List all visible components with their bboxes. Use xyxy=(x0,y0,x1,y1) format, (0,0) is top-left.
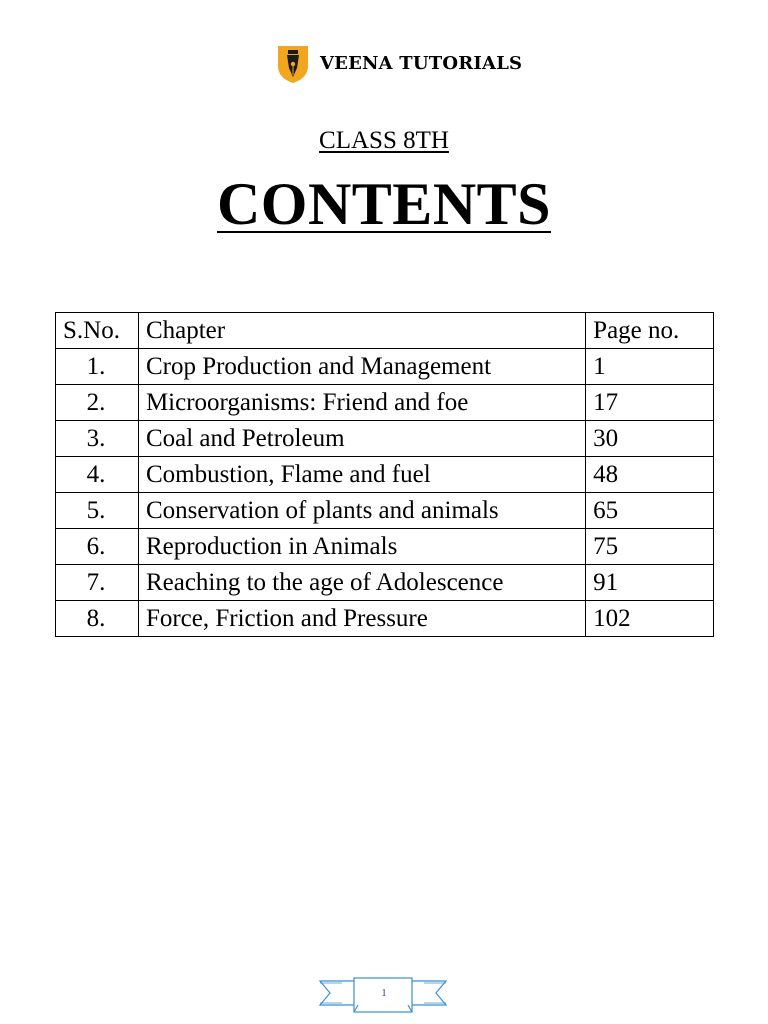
row-sno: 6. xyxy=(56,529,139,565)
row-chapter: Reproduction in Animals xyxy=(138,529,585,565)
row-sno: 2. xyxy=(56,385,139,421)
column-header-sno: S.No. xyxy=(56,313,139,349)
row-page: 91 xyxy=(586,565,714,601)
table-header-row xyxy=(56,313,714,349)
table-row xyxy=(56,457,714,493)
table-row xyxy=(56,529,714,565)
contents-table xyxy=(55,312,714,637)
page-number: 1 xyxy=(381,987,387,999)
row-chapter: Conservation of plants and animals xyxy=(138,493,585,529)
row-sno: 1. xyxy=(56,349,139,385)
table-row xyxy=(56,565,714,601)
row-sno: 5. xyxy=(56,493,139,529)
row-chapter: Microorganisms: Friend and foe xyxy=(138,385,585,421)
row-page: 65 xyxy=(586,493,714,529)
table-row xyxy=(56,349,714,385)
row-chapter: Crop Production and Management xyxy=(138,349,585,385)
row-chapter: Combustion, Flame and fuel xyxy=(138,457,585,493)
row-page: 102 xyxy=(586,601,714,637)
pen-nib-shield-icon xyxy=(276,44,310,84)
row-chapter: Force, Friction and Pressure xyxy=(138,601,585,637)
row-chapter: Reaching to the age of Adolescence xyxy=(138,565,585,601)
row-chapter: Coal and Petroleum xyxy=(138,421,585,457)
header xyxy=(0,44,768,84)
row-page: 30 xyxy=(586,421,714,457)
row-sno: 7. xyxy=(56,565,139,601)
row-page: 48 xyxy=(586,457,714,493)
table-row xyxy=(56,493,714,529)
row-sno: 4. xyxy=(56,457,139,493)
brand-name: VEENA TUTORIALS xyxy=(320,53,523,74)
page-title: CONTENTS xyxy=(216,171,552,237)
row-page: 75 xyxy=(586,529,714,565)
row-sno: 8. xyxy=(56,601,139,637)
table-row xyxy=(56,421,714,457)
table-row xyxy=(56,601,714,637)
row-page: 17 xyxy=(586,385,714,421)
column-header-chapter: Chapter xyxy=(138,313,585,349)
column-header-page: Page no. xyxy=(586,313,714,349)
row-page: 1 xyxy=(586,349,714,385)
class-title: CLASS 8TH xyxy=(319,127,449,154)
table-row xyxy=(56,385,714,421)
row-sno: 3. xyxy=(56,421,139,457)
